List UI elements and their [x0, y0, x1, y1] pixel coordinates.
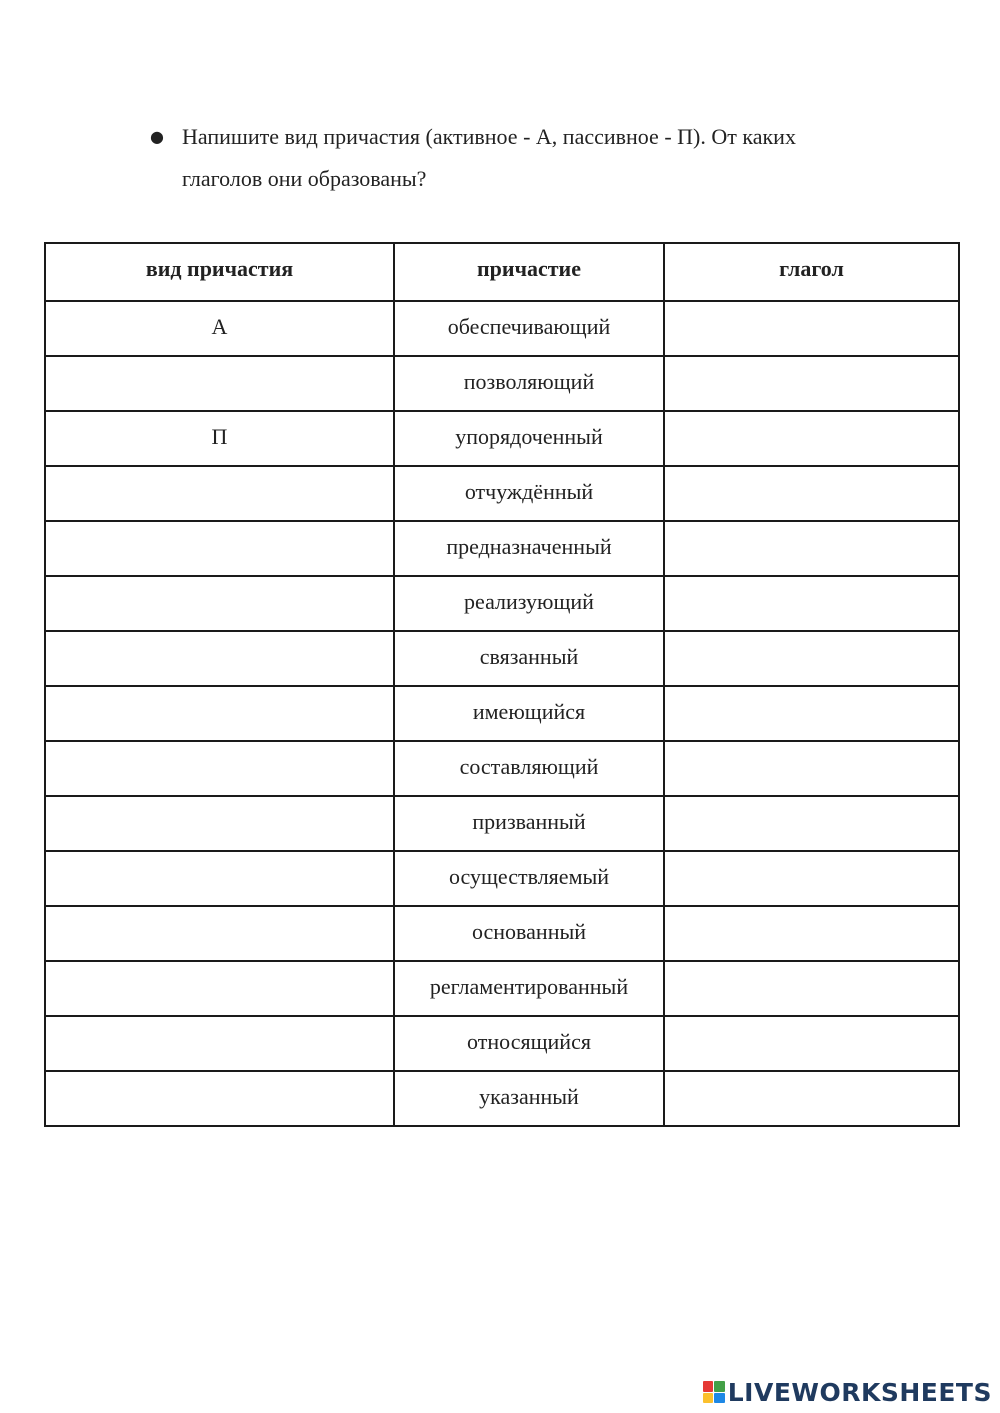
header-participle: причастие [394, 243, 664, 301]
table-row [45, 411, 959, 466]
participle-cell: регламентированный [394, 961, 664, 1016]
verb-cell[interactable] [664, 851, 959, 906]
header-participle-type: вид причастия [45, 243, 394, 301]
participle-type-cell[interactable] [45, 851, 394, 906]
participle-type-cell[interactable] [45, 521, 394, 576]
participle-type-cell[interactable] [45, 961, 394, 1016]
verb-cell[interactable] [664, 686, 959, 741]
participle-table [44, 242, 960, 1127]
verb-cell[interactable] [664, 906, 959, 961]
participle-cell: указанный [394, 1071, 664, 1126]
table-row [45, 301, 959, 356]
participle-cell: относящийся [394, 1016, 664, 1071]
participle-type-cell[interactable]: А [45, 301, 394, 356]
participle-cell: позволяющий [394, 356, 664, 411]
instruction-text: Напишите вид причастия (активное - А, пассивное - П). От каких глаголов они образованы? [182, 124, 796, 191]
logo-text: LIVEWORKSHEETS [727, 1377, 992, 1407]
table-row [45, 851, 959, 906]
logo-square [703, 1381, 714, 1392]
logo-square [703, 1393, 714, 1404]
logo-square [714, 1393, 725, 1404]
participle-type-cell[interactable] [45, 466, 394, 521]
verb-cell[interactable] [664, 741, 959, 796]
participle-type-cell[interactable] [45, 796, 394, 851]
table-row [45, 576, 959, 631]
verb-cell[interactable] [664, 576, 959, 631]
table-row [45, 521, 959, 576]
header-verb: глагол [664, 243, 959, 301]
participle-cell: призванный [394, 796, 664, 851]
participle-type-cell[interactable] [45, 631, 394, 686]
verb-cell[interactable] [664, 301, 959, 356]
liveworksheets-logo [703, 1377, 992, 1407]
table-row [45, 741, 959, 796]
verb-cell[interactable] [664, 356, 959, 411]
verb-cell[interactable] [664, 1016, 959, 1071]
logo-mark-icon [703, 1381, 725, 1403]
participle-cell: связанный [394, 631, 664, 686]
table-row [45, 686, 959, 741]
table-body [45, 301, 959, 1126]
participle-cell: имеющийся [394, 686, 664, 741]
verb-cell[interactable] [664, 521, 959, 576]
table-row [45, 631, 959, 686]
verb-cell[interactable] [664, 466, 959, 521]
participle-type-cell[interactable]: П [45, 411, 394, 466]
participle-type-cell[interactable] [45, 741, 394, 796]
participle-cell: осуществляемый [394, 851, 664, 906]
verb-cell[interactable] [664, 411, 959, 466]
table-row [45, 906, 959, 961]
bullet-icon: ● [150, 127, 164, 146]
participle-cell: предназначенный [394, 521, 664, 576]
verb-cell[interactable] [664, 961, 959, 1016]
participle-cell: отчуждённый [394, 466, 664, 521]
participle-cell: упорядоченный [394, 411, 664, 466]
table-row [45, 961, 959, 1016]
participle-type-cell[interactable] [45, 576, 394, 631]
participle-cell: основанный [394, 906, 664, 961]
participle-cell: составляющий [394, 741, 664, 796]
logo-square [714, 1381, 725, 1392]
table-row [45, 1071, 959, 1126]
table-row [45, 1016, 959, 1071]
participle-cell: реализующий [394, 576, 664, 631]
table-row [45, 466, 959, 521]
participle-type-cell[interactable] [45, 1016, 394, 1071]
table-row [45, 356, 959, 411]
participle-type-cell[interactable] [45, 1071, 394, 1126]
participle-type-cell[interactable] [45, 686, 394, 741]
instruction [150, 116, 870, 200]
participle-type-cell[interactable] [45, 906, 394, 961]
verb-cell[interactable] [664, 796, 959, 851]
verb-cell[interactable] [664, 1071, 959, 1126]
participle-cell: обеспечивающий [394, 301, 664, 356]
participle-type-cell[interactable] [45, 356, 394, 411]
table-header-row [45, 243, 959, 301]
table-row [45, 796, 959, 851]
verb-cell[interactable] [664, 631, 959, 686]
